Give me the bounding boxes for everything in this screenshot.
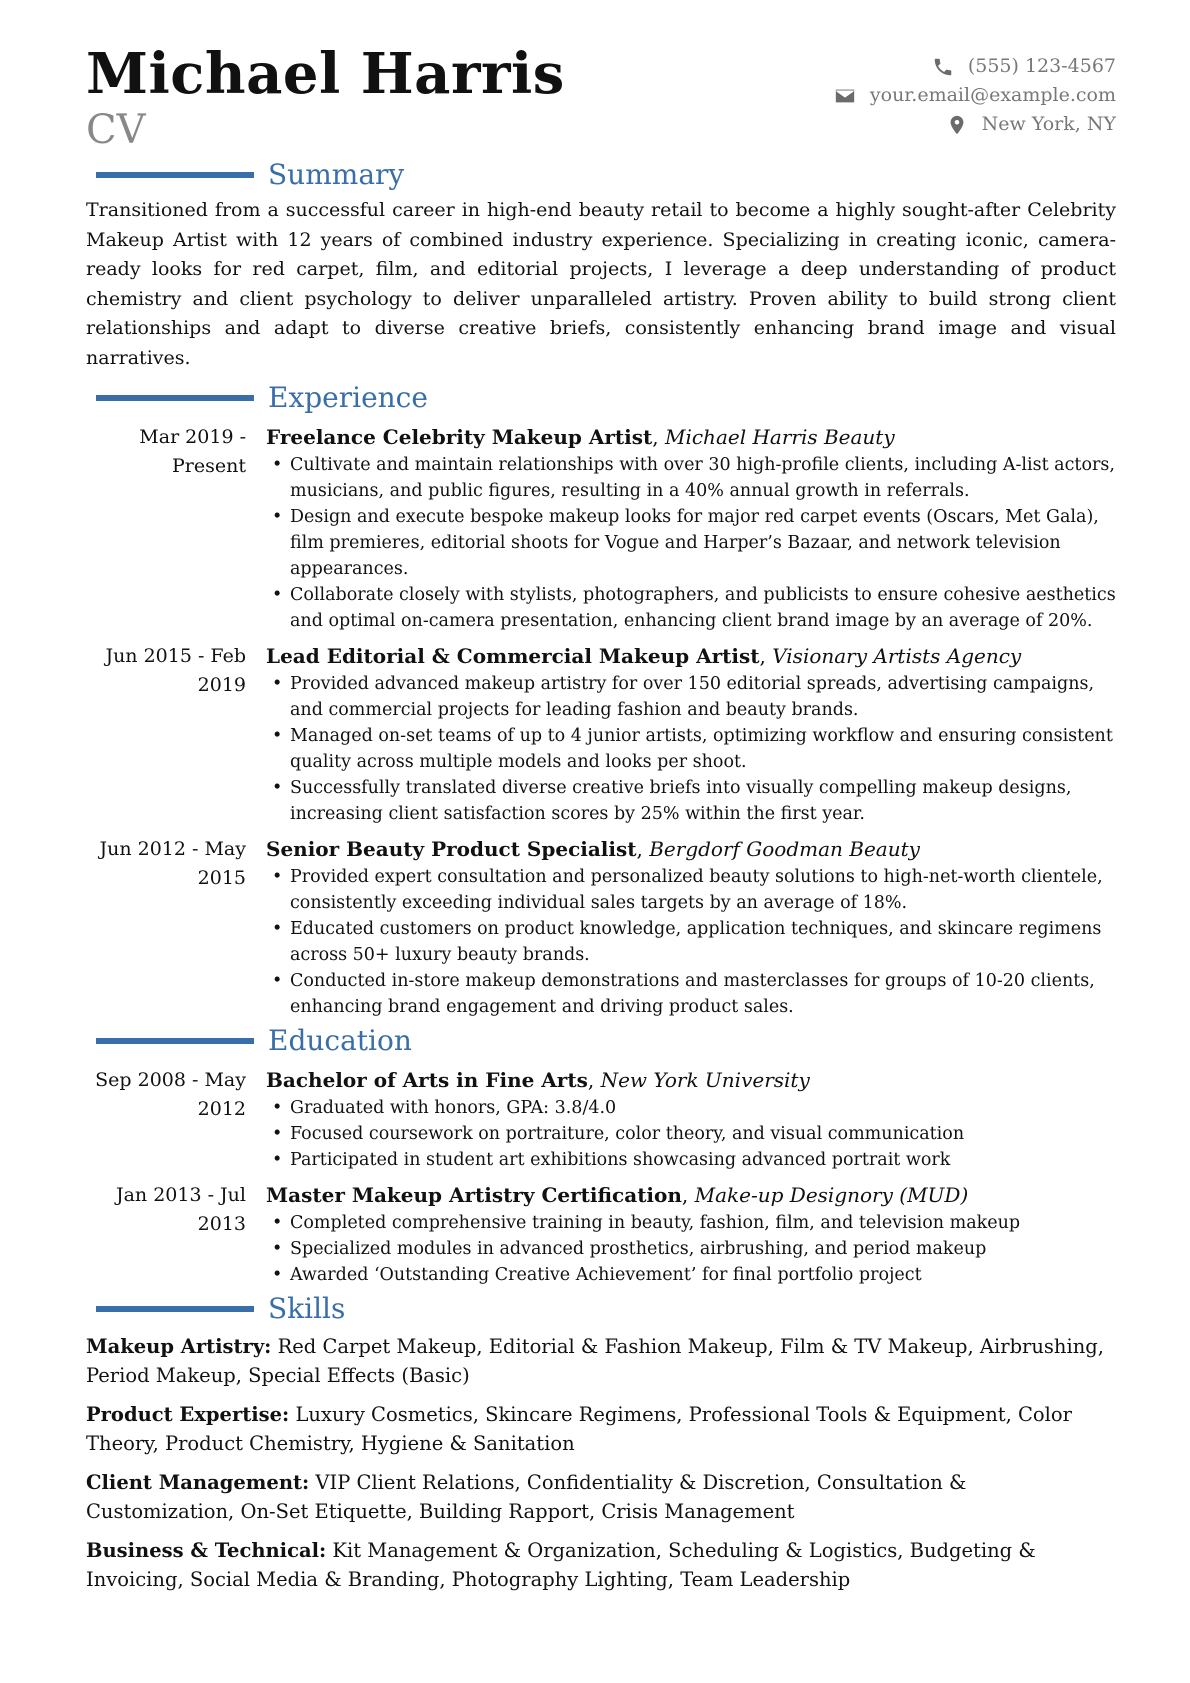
entry-title: Bachelor of Arts in Fine Arts, New York University bbox=[266, 1068, 810, 1092]
skill-text: Red Carpet Makeup, Editorial & Fashion Makeup, Film & TV Makeup, Airbrushing, Period Makeup, Special Effects (Basic) bbox=[86, 1335, 1104, 1387]
map-pin-icon bbox=[946, 114, 968, 136]
bullet-item: • Design and execute bespoke makeup looks for major red carpet events (Oscars, Met Gala), film premieres, editorial shoots for Vogue and Harper’s Bazaar, and network television appearances. bbox=[266, 504, 1116, 582]
entry-org: Michael Harris Beauty bbox=[664, 425, 895, 449]
entry-title: Freelance Celebrity Makeup Artist, Michael Harris Beauty bbox=[266, 425, 895, 449]
entry-date: Mar 2019 - Present bbox=[139, 426, 246, 477]
skill-row bbox=[86, 1400, 1116, 1458]
bullet-item: • Participated in student art exhibitions showcasing advanced portrait work bbox=[266, 1147, 1116, 1173]
entry-org: Bergdorf Goodman Beauty bbox=[649, 837, 920, 861]
entry-title: Lead Editorial & Commercial Makeup Artist, Visionary Artists Agency bbox=[266, 644, 1022, 668]
bullet-item: • Successfully translated diverse creative briefs into visually compelling makeup designs, increasing client satisfaction scores by 25% within the first year. bbox=[266, 775, 1116, 827]
skill-row bbox=[86, 1536, 1116, 1594]
cv-header bbox=[86, 42, 1116, 154]
envelope-icon bbox=[834, 85, 856, 107]
education-entry bbox=[86, 1066, 1116, 1173]
education-entry bbox=[86, 1181, 1116, 1288]
skills-list bbox=[86, 1332, 1116, 1594]
skill-label: Product Expertise: bbox=[86, 1403, 290, 1426]
bullet-item: • Collaborate closely with stylists, photographers, and publicists to ensure cohesive aesthetics and optimal on-camera presentation, enhancing client brand image by an average of 20%. bbox=[266, 582, 1116, 634]
entry-org: New York University bbox=[600, 1068, 810, 1092]
contact-block bbox=[834, 52, 1116, 139]
entry-date: Jun 2015 - Feb 2019 bbox=[105, 645, 246, 696]
entry-date: Jun 2012 - May 2015 bbox=[99, 838, 246, 889]
section-title-education: Education bbox=[268, 1024, 412, 1057]
section-heading bbox=[86, 381, 1116, 415]
entry-title: Senior Beauty Product Specialist, Bergdorf Goodman Beauty bbox=[266, 837, 920, 861]
summary-text: Transitioned from a successful career in high-end beauty retail to become a highly sought-after Celebrity Makeup Artist with 12 years of combined industry experience. Specializing in creating iconic, camera-ready looks for red carpet, film, and editorial projects, I leverage a deep understanding of product chemistry and client psychology to deliver unparalleled artistry. Proven ability to build strong client relationships and adapt to diverse creative briefs, consistently enhancing brand image and visual narratives. bbox=[86, 199, 1116, 369]
bullet-item: • Managed on-set teams of up to 4 junior artists, optimizing workflow and ensuring consistent quality across multiple models and looks per shoot. bbox=[266, 723, 1116, 775]
skill-label: Makeup Artistry: bbox=[86, 1335, 272, 1358]
experience-section bbox=[86, 381, 1116, 1020]
bullet-item: • Cultivate and maintain relationships with over 30 high-profile clients, including A-list actors, musicians, and public figures, resulting in a 40% annual growth in referrals. bbox=[266, 452, 1116, 504]
bullet-item: • Completed comprehensive training in beauty, fashion, film, and television makeup bbox=[266, 1210, 1116, 1236]
skill-label: Business & Technical: bbox=[86, 1539, 327, 1562]
skill-text: Kit Management & Organization, Scheduling & Logistics, Budgeting & Invoicing, Social Media & Branding, Photography Lighting, Team Leadership bbox=[86, 1539, 1036, 1591]
phone-row bbox=[834, 52, 1116, 81]
summary-section bbox=[86, 158, 1116, 373]
bullet-list bbox=[266, 1210, 1116, 1288]
section-accent-bar bbox=[96, 172, 254, 178]
entry-role: Bachelor of Arts in Fine Arts bbox=[266, 1068, 588, 1092]
education-section bbox=[86, 1024, 1116, 1288]
location-row bbox=[834, 110, 1116, 139]
bullet-item: • Conducted in-store makeup demonstrations and masterclasses for groups of 10-20 clients, enhancing brand engagement and driving product sales. bbox=[266, 968, 1116, 1020]
section-accent-bar bbox=[96, 1038, 254, 1044]
entry-title: Master Makeup Artistry Certification, Make-up Designory (MUD) bbox=[266, 1183, 969, 1207]
entry-date: Jan 2013 - Jul 2013 bbox=[115, 1184, 246, 1235]
skill-row bbox=[86, 1332, 1116, 1390]
bullet-list bbox=[266, 452, 1116, 634]
skill-label: Client Management: bbox=[86, 1471, 310, 1494]
bullet-list bbox=[266, 864, 1116, 1020]
entry-org: Visionary Artists Agency bbox=[772, 644, 1022, 668]
bullet-list bbox=[266, 671, 1116, 827]
bullet-item: • Educated customers on product knowledge, application techniques, and skincare regimens across 50+ luxury beauty brands. bbox=[266, 916, 1116, 968]
bullet-item: • Specialized modules in advanced prosthetics, airbrushing, and period makeup bbox=[266, 1236, 1116, 1262]
document-subtitle: CV bbox=[86, 107, 146, 153]
skill-text: Luxury Cosmetics, Skincare Regimens, Professional Tools & Equipment, Color Theory, Product Chemistry, Hygiene & Sanitation bbox=[86, 1403, 1072, 1455]
phone-text[interactable]: (555) 123-4567 bbox=[967, 55, 1116, 77]
section-title-experience: Experience bbox=[268, 381, 428, 414]
entry-role: Lead Editorial & Commercial Makeup Artist bbox=[266, 644, 760, 668]
skills-section bbox=[86, 1292, 1116, 1594]
entry-date: Sep 2008 - May 2012 bbox=[95, 1069, 246, 1120]
section-heading bbox=[86, 1024, 1116, 1058]
phone-icon bbox=[932, 56, 954, 78]
email-row bbox=[834, 81, 1116, 110]
entry-org: Make-up Designory (MUD) bbox=[694, 1183, 969, 1207]
skill-row bbox=[86, 1468, 1116, 1526]
bullet-item: • Focused coursework on portraiture, color theory, and visual communication bbox=[266, 1121, 1116, 1147]
email-text[interactable]: your.email@example.com bbox=[869, 84, 1116, 106]
bullet-item: • Provided advanced makeup artistry for over 150 editorial spreads, advertising campaigns, and commercial projects for leading fashion and beauty brands. bbox=[266, 671, 1116, 723]
bullet-list bbox=[266, 1095, 1116, 1173]
experience-entry bbox=[86, 423, 1116, 634]
location-text: New York, NY bbox=[981, 113, 1116, 135]
section-heading bbox=[86, 1292, 1116, 1326]
skill-text: VIP Client Relations, Confidentiality & Discretion, Consultation & Customization, On-Set Etiquette, Building Rapport, Crisis Management bbox=[86, 1471, 967, 1523]
entry-role: Master Makeup Artistry Certification bbox=[266, 1183, 682, 1207]
entry-role: Freelance Celebrity Makeup Artist bbox=[266, 425, 653, 449]
section-accent-bar bbox=[96, 395, 254, 401]
bullet-item: • Graduated with honors, GPA: 3.8/4.0 bbox=[266, 1095, 1116, 1121]
experience-entry bbox=[86, 835, 1116, 1020]
entry-role: Senior Beauty Product Specialist bbox=[266, 837, 637, 861]
section-title-skills: Skills bbox=[268, 1292, 346, 1325]
section-heading bbox=[86, 158, 1116, 192]
bullet-item: • Provided expert consultation and personalized beauty solutions to high-net-worth clientele, consistently exceeding individual sales targets by an average of 18%. bbox=[266, 864, 1116, 916]
bullet-item: • Awarded ‘Outstanding Creative Achievement’ for final portfolio project bbox=[266, 1262, 1116, 1288]
cv-page bbox=[86, 42, 1116, 1604]
section-accent-bar bbox=[96, 1306, 254, 1312]
candidate-name: Michael Harris bbox=[86, 41, 565, 107]
experience-entry bbox=[86, 642, 1116, 827]
section-title-summary: Summary bbox=[268, 158, 405, 191]
